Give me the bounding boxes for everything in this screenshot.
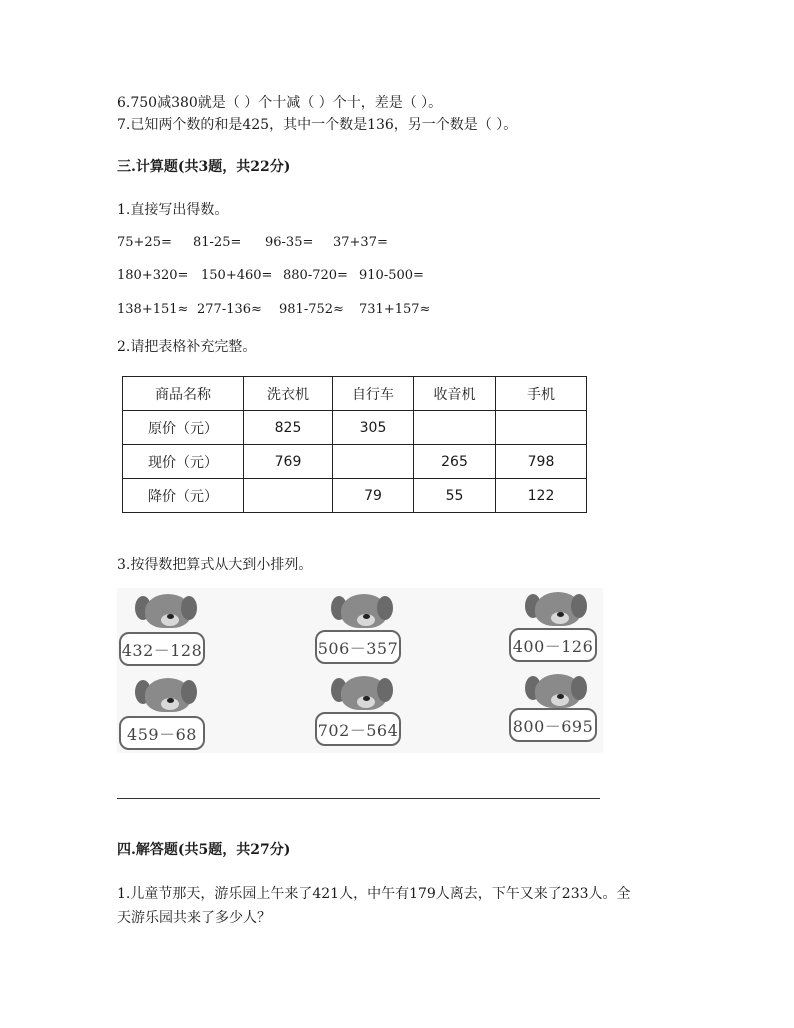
calc-intro: 1.直接写出得数。	[117, 202, 229, 218]
table-cell: 769	[244, 445, 333, 479]
table-cell: 825	[244, 411, 333, 445]
dog-ear-icon	[571, 594, 587, 618]
section-3-title: 三.计算题(共3题，共22分)	[117, 159, 291, 175]
table-cell: 现价（元）	[123, 445, 244, 479]
table-cell: 洗衣机	[244, 377, 333, 411]
table-row	[123, 411, 587, 445]
calc-item: 277-136≈	[197, 302, 262, 317]
table-row	[123, 479, 587, 513]
expression-box: 459－68	[119, 716, 205, 750]
dog-nose-icon	[363, 614, 370, 619]
dog-ear-icon	[377, 678, 393, 702]
table-cell: 商品名称	[123, 377, 244, 411]
answer-line	[117, 798, 600, 799]
table-cell: 122	[496, 479, 587, 513]
dog-card	[117, 588, 207, 668]
sort-intro: 3.按得数把算式从大到小排列。	[117, 557, 313, 573]
table-cell	[414, 411, 496, 445]
dog-ear-icon	[377, 596, 393, 620]
table-cell: 原价（元）	[123, 411, 244, 445]
dog-ear-icon	[181, 596, 197, 620]
dog-cards-illustration	[117, 588, 603, 753]
calc-row-2	[117, 268, 424, 283]
table-cell: 收音机	[414, 377, 496, 411]
calc-row-1	[117, 235, 388, 250]
calc-item: 150+460=	[201, 268, 273, 283]
calc-item: 731+157≈	[359, 302, 431, 317]
calc-item: 180+320=	[117, 268, 189, 283]
problem-1-line-2: 天游乐园共来了多少人？	[117, 910, 271, 926]
dog-card	[117, 672, 207, 752]
table-row	[123, 445, 587, 479]
dog-ear-icon	[571, 676, 587, 700]
dog-card	[313, 672, 403, 752]
table-cell	[333, 445, 414, 479]
calc-item: 96-35=	[265, 235, 314, 250]
table-cell: 798	[496, 445, 587, 479]
dog-ear-icon	[181, 680, 197, 704]
dog-card	[507, 672, 599, 752]
calc-item: 75+25=	[117, 235, 172, 250]
table-cell: 降价（元）	[123, 479, 244, 513]
expression-box: 800－695	[509, 708, 597, 742]
calc-item: 981-752≈	[279, 302, 344, 317]
expression-box: 400－126	[509, 628, 597, 662]
expression-box: 506－357	[315, 630, 401, 664]
dog-nose-icon	[167, 614, 174, 619]
table-cell: 265	[414, 445, 496, 479]
calc-item: 910-500=	[359, 268, 424, 283]
question-7: 7.已知两个数的和是425，其中一个数是136，另一个数是（ ）。	[117, 117, 518, 133]
dog-nose-icon	[363, 696, 370, 701]
table-cell: 305	[333, 411, 414, 445]
table-cell: 自行车	[333, 377, 414, 411]
table-cell: 55	[414, 479, 496, 513]
dog-nose-icon	[167, 698, 174, 703]
dog-nose-icon	[557, 612, 564, 617]
expression-box: 432－128	[119, 632, 205, 666]
calc-item: 37+37=	[333, 235, 388, 250]
table-cell: 手机	[496, 377, 587, 411]
calc-item: 138+151≈	[117, 302, 189, 317]
dog-card	[313, 588, 403, 668]
calc-row-3	[117, 302, 430, 317]
calc-item: 81-25=	[193, 235, 242, 250]
table-cell	[244, 479, 333, 513]
table-cell	[496, 411, 587, 445]
dog-card	[507, 588, 599, 668]
price-table	[122, 376, 587, 513]
problem-1-line-1: 1.儿童节那天，游乐园上午来了421人，中午有179人离去，下午又来了233人。全	[117, 886, 631, 902]
section-4-title: 四.解答题(共5题，共27分)	[117, 842, 291, 858]
calc-item: 880-720=	[283, 268, 348, 283]
question-6: 6.750减380就是（ ）个十减（ ）个十，差是（ ）。	[117, 95, 443, 111]
dog-nose-icon	[557, 694, 564, 699]
table-intro: 2.请把表格补充完整。	[117, 339, 257, 355]
table-cell: 79	[333, 479, 414, 513]
expression-box: 702－564	[315, 712, 401, 746]
table-header-row	[123, 377, 587, 411]
